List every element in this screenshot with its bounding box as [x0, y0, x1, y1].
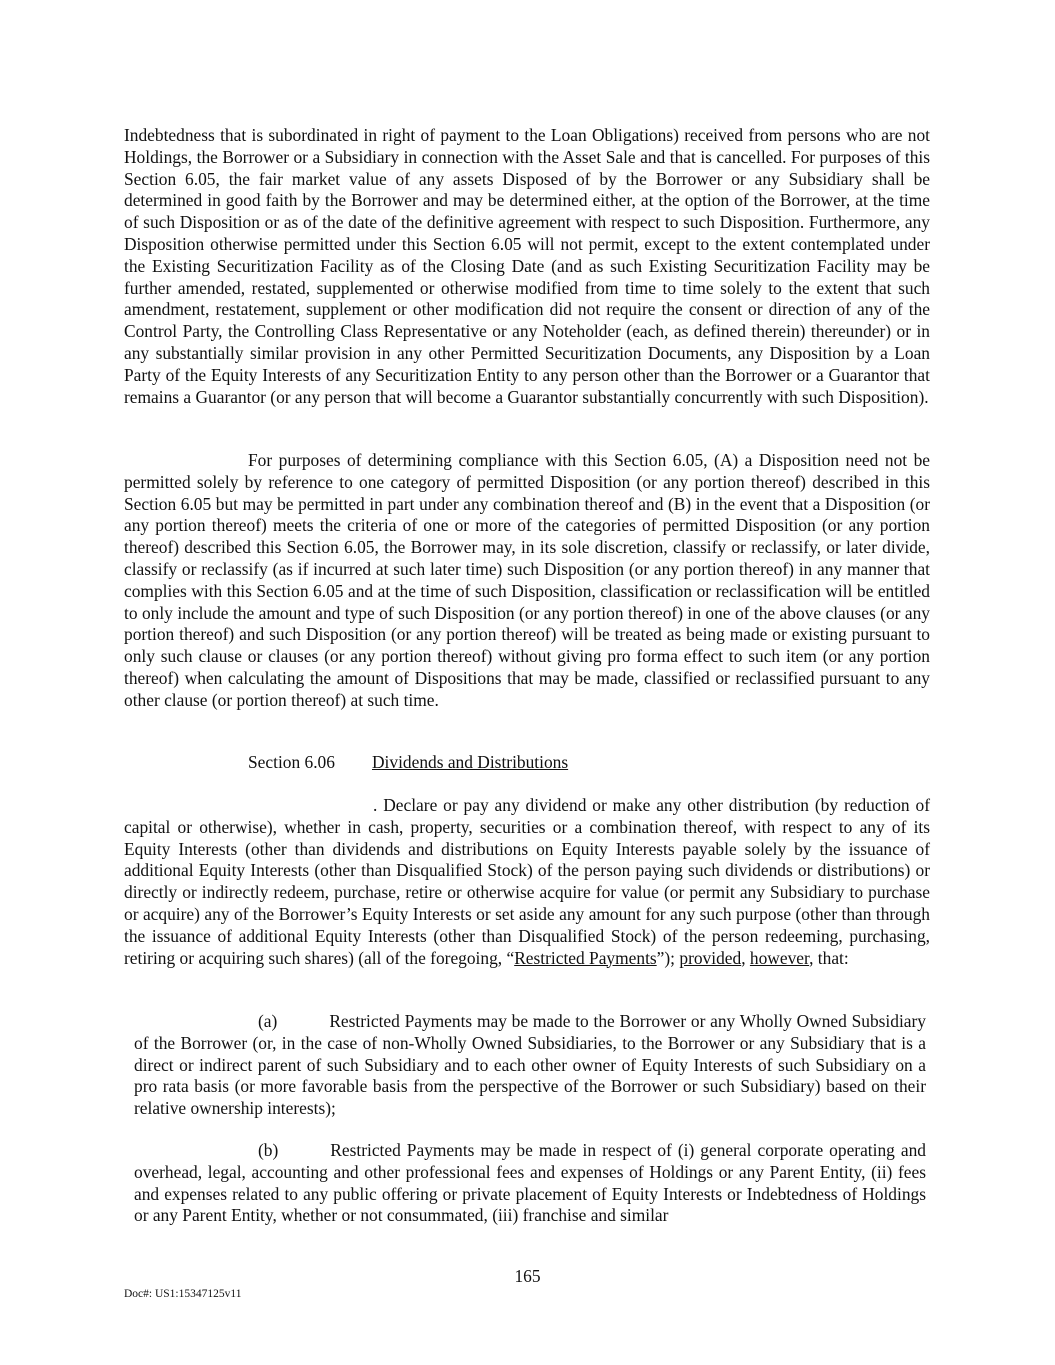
- section-number: Section 6.06: [248, 752, 335, 772]
- page-number: 165: [514, 1266, 541, 1286]
- paragraph-text: For purposes of determining compliance with this Section 6.05, (A) a Disposition need not be permitted solely by reference to one category of permitted Disposition (or any portion thereof) described in this Section 6.05 but may be permitted in part under any combination thereof and (B) in the event that a Disposition (or any portion thereof) meets the criteria of one or more of the categories of permitted Disposition (or any portion thereof) described this Section 6.05, the Borrower may, in its sole discretion, classify or reclassify, or later divide, classify or reclassify (as if incurred at such later time) such Disposition (or any portion thereof) in any manner that complies with this Section 6.05 and at the time of such Disposition, classification or reclassification will be entitled to only include the amount and type of such Disposition (or any portion thereof) in one of the above clauses (or any portion thereof) and such Disposition (or any portion thereof) will be treated as being made or existing pursuant to only such clause or clauses (or any portion thereof) without giving pro forma effect to such item (or any portion thereof) when calculating the amount of Dispositions that may be made, classified or reclassified pursuant to any other clause (or portion thereof) at such time.: [124, 450, 930, 710]
- defined-term-restricted-payments: Restricted Payments: [514, 947, 657, 968]
- clause-b: [134, 1140, 926, 1227]
- paragraph-restricted-payments: [124, 795, 930, 969]
- document-id: Doc#: US1:15347125v11: [124, 1288, 242, 1300]
- however-term: however: [749, 947, 810, 968]
- paragraph-text: Indebtedness that is subordinated in right of payment to the Loan Obligations) received from persons who are not Holdings, the Borrower or a Subsidiary in connection with the Asset Sale and that is cancelled. For purposes of this Section 6.05, the fair market value of any assets Disposed of by the Borrower or any Subsidiary shall be determined in good faith by the Borrower and may be determined either, at the option of the Borrower, at the time of such Disposition or as of the date of the definitive agreement with respect to such Disposition. Furthermore, any Disposition otherwise permitted under this Section 6.05 will not permit, except to the extent contemplated under the Existing Securitization Facility as of the Closing Date (and as such Existing Securitization Facility may be further amended, restated, supplemented or otherwise modified from time to time solely to the extent that such amendment, restatement, supplement or other modification did not require the consent or direction of any of the Control Party, the Controlling Class Representative or any Noteholder (each, as defined therein) thereunder) or in any substantially similar provision in any other Permitted Securitization Documents, any Disposition by a Loan Party of the Equity Interests of any Securitization Entity to any person other than the Borrower or a Guarantor that remains a Guarantor (or any person that will become a Guarantor substantially concurrently with such Disposition).: [124, 125, 930, 407]
- paragraph-compliance-6-05: [124, 450, 930, 712]
- section-heading: [248, 752, 568, 774]
- clause-text: Restricted Payments may be made to the Borrower or any Wholly Owned Subsidiary of the Borrower (or, in the case of non-Wholly Owned Subsidiaries, to the Borrower or any Subsidiary that is a direct or indirect parent of such Subsidiary and to each other owner of Equity Interests of such Subsidiary on a pro rata basis (or more favorable basis from the perspective of the Borrower or such Subsidiary) based on their relative ownership interests);: [134, 1011, 926, 1119]
- paragraph-text: ”);: [656, 947, 680, 968]
- clause-a: [134, 1011, 926, 1120]
- paragraph-text: , that:: [809, 947, 849, 968]
- paragraph-text: . Declare or pay any dividend or make any other distribution (by reduction of capital or otherwise), whether in cash, property, securities or a combination thereof, with respect to any of its Equity Interests (other than dividends and distributions on Equity Interests payable solely by the issuance of additional Equity Interests (other than Disqualified Stock) of the person paying such dividends or distributions) or directly or indirectly redeem, purchase, retire or otherwise acquire for value (or permit any Subsidiary to purchase or acquire) any of the Borrower’s Equity Interests or set aside any amount for any such purpose (other than through the issuance of additional Equity Interests (other than Disqualified Stock) of the person redeeming, purchasing, retiring or acquiring such shares) (all of the foregoing, “: [124, 795, 930, 968]
- clause-label: (a): [258, 1011, 278, 1031]
- provided-term: provided: [679, 947, 742, 968]
- clause-label: (b): [258, 1140, 279, 1160]
- clause-text: Restricted Payments may be made in respect of (i) general corporate operating and overhead, legal, accounting and other professional fees and expenses of Holdings or any Parent Entity, (ii) fees and expenses related to any public offering or private placement of Equity Interests or Indebtedness of Holdings or any Parent Entity, whether or not consummated, (iii) franchise and similar: [134, 1140, 926, 1226]
- paragraph-asset-sale-continuation: [124, 125, 930, 408]
- paragraph-text: ,: [741, 947, 750, 968]
- section-title: Dividends and Distributions: [372, 752, 569, 772]
